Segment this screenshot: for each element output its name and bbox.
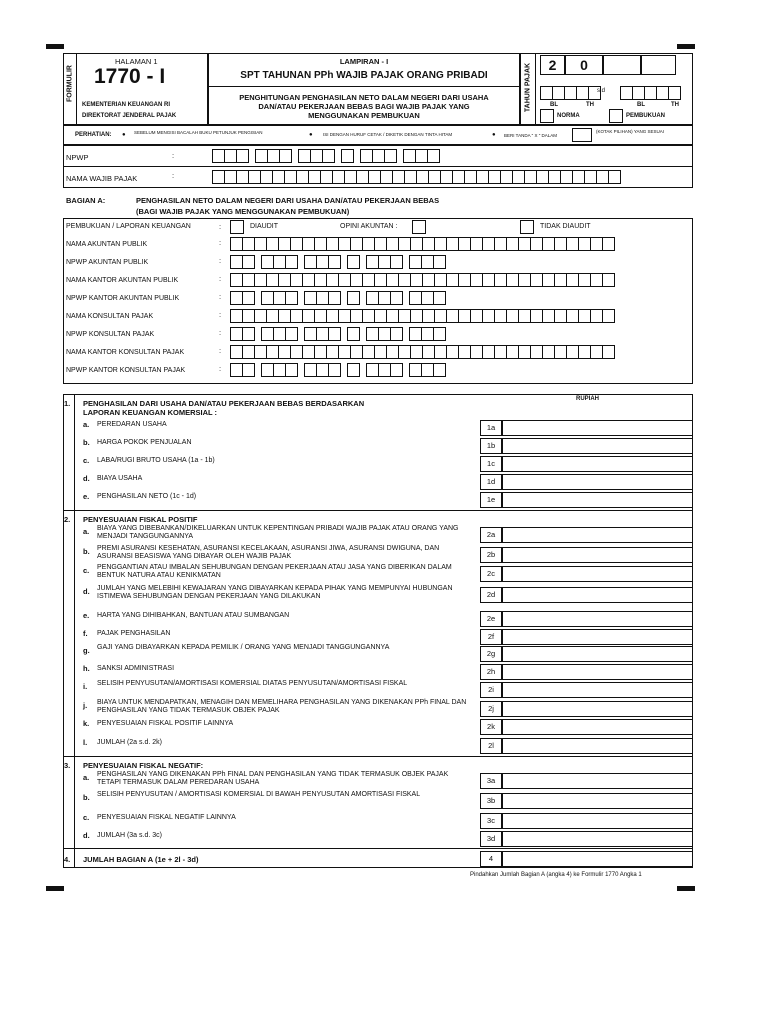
item-letter: c. — [83, 566, 90, 575]
item-letter: a. — [83, 527, 90, 536]
item-letter: b. — [83, 547, 90, 556]
code-2e: 2e — [480, 611, 502, 627]
tidak-diaudit-label: TIDAK DIAUDIT — [540, 223, 591, 230]
code-1b: 1b — [480, 438, 502, 454]
code-1e: 1e — [480, 492, 502, 508]
subtitle-line-1: PENGHITUNGAN PENGHASILAN NETO DALAM NEGERI DARI USAHA — [239, 93, 489, 102]
pembukuan-checkbox[interactable] — [609, 109, 623, 123]
audit-field-label: NAMA KANTOR KONSULTAN PAJAK — [66, 349, 185, 356]
formulir-label: FORMULIR — [66, 65, 74, 102]
item-letter: i. — [83, 682, 88, 691]
audit-field-label: NPWP KANTOR AKUNTAN PUBLIK — [66, 295, 180, 302]
item-text: PEREDARAN USAHA — [97, 421, 167, 428]
value-1d[interactable] — [502, 474, 693, 490]
registration-mark — [46, 44, 64, 49]
nama-wp-input[interactable] — [212, 170, 620, 184]
perhatian-note-4: (KOTAK PILIHAN) YANG SESUAI — [596, 129, 665, 134]
bullet-icon: ● — [122, 132, 126, 138]
s3-number: 3. — [64, 761, 71, 770]
item-letter: c. — [83, 456, 90, 465]
tahun-pajak-label: TAHUN PAJAK — [524, 62, 532, 113]
year-digit-3[interactable] — [603, 55, 641, 75]
value-2e[interactable] — [502, 611, 693, 627]
npwp-input[interactable] — [212, 149, 439, 163]
year-digit-1[interactable]: 2 — [540, 55, 565, 75]
item-letter: j. — [83, 701, 88, 710]
audit-colon: : — [219, 222, 222, 231]
nama-wp-label: NAMA WAJIB PAJAK — [66, 174, 138, 183]
audit-field-input[interactable] — [230, 309, 614, 323]
value-1b[interactable] — [502, 438, 693, 454]
code-1a: 1a — [480, 420, 502, 436]
item-text: HARTA YANG DIHIBAHKAN, BANTUAN ATAU SUMBANGAN — [97, 612, 290, 619]
audit-field-label: NAMA AKUNTAN PUBLIK — [66, 241, 148, 248]
bullet-icon: ● — [492, 132, 496, 138]
item-text: BIAYA UNTUK MENDAPATKAN, MENAGIH DAN MEMELIHARA PENGHASILAN YANG DIKENAKAN PPh FINAL DAN PENGHASILAN YANG TIDAK TERMASUK OBJEK PAJAK — [97, 699, 467, 714]
code-2g: 2g — [480, 646, 502, 662]
value-3b[interactable] — [502, 793, 693, 809]
value-2k[interactable] — [502, 719, 693, 735]
rupiah-label: RUPIAH — [576, 396, 600, 402]
period-start-boxes[interactable] — [540, 86, 600, 100]
registration-mark — [677, 886, 695, 891]
item-text: PREMI ASURANSI KESEHATAN, ASURANSI KECELAKAAN, ASURANSI JIWA, ASURANSI DWIGUNA, DAN ASURANSI BEASISWA YANG DIBAYAR OLEH WAJIB PAJAK — [97, 545, 440, 560]
ministry-label: KEMENTERIAN KEUANGAN RI — [82, 102, 171, 108]
code-2c: 2c — [480, 566, 502, 582]
item-text: LABA/RUGI BRUTO USAHA (1a - 1b) — [97, 457, 215, 464]
perhatian-label: PERHATIAN: — [75, 132, 112, 138]
perhatian-note-1: SEBELUM MENGISI BACALAH BUKU PETUNJUK PENGISIAN — [134, 130, 263, 135]
code-3c: 3c — [480, 813, 502, 829]
item-letter: a. — [83, 420, 90, 429]
example-checkbox — [572, 128, 592, 142]
item-letter: c. — [83, 813, 90, 822]
item-letter: d. — [83, 587, 90, 596]
footer-note: Pindahkan Jumlah Bagian A (angka 4) ke Formulir 1770 Angka 1 — [470, 872, 642, 878]
opini-checkbox[interactable] — [412, 220, 426, 234]
value-2f[interactable] — [502, 629, 693, 645]
item-letter: e. — [83, 611, 90, 620]
registration-mark — [677, 44, 695, 49]
value-3d[interactable] — [502, 831, 693, 847]
pembukuan-label: PEMBUKUAN / LAPORAN KEUANGAN — [66, 223, 191, 230]
audit-field-colon: : — [219, 328, 222, 337]
value-2l[interactable] — [502, 738, 693, 754]
halaman-label: HALAMAN 1 — [115, 57, 158, 66]
perhatian-note-2: ISI DENGAN HURUF CETAK / DIKETIK DENGAN TINTA HITAM — [323, 132, 453, 137]
npwp-label: NPWP — [66, 153, 89, 162]
norma-label: NORMA — [557, 113, 580, 119]
s2-number: 2. — [64, 515, 71, 524]
value-2b[interactable] — [502, 547, 693, 563]
code-3d: 3d — [480, 831, 502, 847]
item-text: HARGA POKOK PENJUALAN — [97, 439, 192, 446]
audit-field-colon: : — [219, 310, 222, 319]
item-letter: h. — [83, 664, 90, 673]
item-text: SELISIH PENYUSUTAN / AMORTISASI KOMERSIAL DI BAWAH PENYUSUTAN AMORTISASI FISKAL — [97, 791, 421, 798]
code-2i: 2i — [480, 682, 502, 698]
norma-checkbox[interactable] — [540, 109, 554, 123]
bl-label-2: BL — [637, 102, 645, 108]
s1-number: 1. — [64, 399, 71, 408]
value-1c[interactable] — [502, 456, 693, 472]
item-letter: l. — [83, 738, 88, 747]
item-text: PENGHASILAN YANG DIKENAKAN PPh FINAL DAN PENGHASILAN YANG TIDAK TERMASUK OBJEK PAJAK TETAPI TERMASUK DALAM PEREDARAN USAHA — [97, 771, 449, 786]
tidak-diaudit-checkbox[interactable] — [520, 220, 534, 234]
form-title: SPT TAHUNAN PPh WAJIB PAJAK ORANG PRIBADI — [240, 70, 488, 81]
year-digit-2[interactable]: 0 — [565, 55, 603, 75]
item-text: BIAYA YANG DIBEBANKAN/DIKELUARKAN UNTUK KEPENTINGAN PRIBADI WAJIB PAJAK ATAU ORANG YANG MENJADI TANGGUNGANNYA — [97, 525, 459, 540]
audit-field-label: NAMA KANTOR AKUNTAN PUBLIK — [66, 277, 179, 284]
item-letter: g. — [83, 646, 90, 655]
value-4[interactable] — [502, 851, 693, 867]
subtitle-line-2: DAN/ATAU PEKERJAAN BEBAS BAGI WAJIB PAJAK YANG — [258, 102, 470, 111]
lampiran-label: LAMPIRAN - I — [339, 57, 389, 66]
item-text: SANKSI ADMINISTRASI — [97, 665, 175, 672]
code-1d: 1d — [480, 474, 502, 490]
s1-title-2: LAPORAN KEUANGAN KOMERSIAL : — [83, 408, 218, 417]
audit-field-input[interactable] — [230, 345, 614, 359]
code-2h: 2h — [480, 664, 502, 680]
s3-title: PENYESUAIAN FISKAL NEGATIF: — [83, 761, 204, 770]
item-letter: d. — [83, 474, 90, 483]
item-text: PENGHASILAN NETO (1c - 1d) — [97, 493, 197, 500]
item-text: PENGGANTIAN ATAU IMBALAN SEHUBUNGAN DENGAN PEKERJAAN ATAU JASA YANG DIBERIKAN DALAM BENTUK NATURA ATAU KENIKMATAN — [97, 564, 452, 579]
audit-field-label: NAMA KONSULTAN PAJAK — [66, 313, 154, 320]
audit-field-input[interactable] — [230, 291, 445, 305]
audit-field-input[interactable] — [230, 363, 445, 377]
s4-title: JUMLAH BAGIAN A (1e + 2l - 3d) — [83, 855, 199, 864]
value-2i[interactable] — [502, 682, 693, 698]
year-digit-4[interactable] — [641, 55, 676, 75]
audit-field-colon: : — [219, 238, 222, 247]
opini-label: OPINI AKUNTAN : — [340, 223, 398, 230]
value-2d[interactable] — [502, 587, 693, 603]
code-2f: 2f — [480, 629, 502, 645]
s2-title: PENYESUAIAN FISKAL POSITIF — [83, 515, 198, 524]
value-3a[interactable] — [502, 773, 693, 789]
value-2g[interactable] — [502, 646, 693, 662]
code-4: 4 — [480, 851, 502, 867]
audit-field-input[interactable] — [230, 273, 614, 287]
item-text: BIAYA USAHA — [97, 475, 143, 482]
audit-field-colon: : — [219, 256, 222, 265]
bagian-a-label: BAGIAN A: — [66, 196, 106, 205]
perhatian-note-3: BERI TANDA " X " DALAM — [504, 133, 558, 138]
item-text: SELISIH PENYUSUTAN/AMORTISASI KOMERSIAL DIATAS PENYUSUTAN/AMORTISASI FISKAL — [97, 680, 408, 687]
value-2a[interactable] — [502, 527, 693, 543]
item-text: JUMLAH (2a s.d. 2k) — [97, 739, 162, 746]
bullet-icon: ● — [309, 132, 313, 138]
code-3b: 3b — [480, 793, 502, 809]
item-text: PENYESUAIAN FISKAL NEGATIF LAINNYA — [97, 814, 236, 821]
audit-field-label: NPWP KANTOR KONSULTAN PAJAK — [66, 367, 186, 374]
value-3c[interactable] — [502, 813, 693, 829]
audit-field-label: NPWP AKUNTAN PUBLIK — [66, 259, 149, 266]
npwp-colon: : — [172, 151, 175, 160]
th-label-2: TH — [671, 102, 679, 108]
code-2d: 2d — [480, 587, 502, 603]
diaudit-checkbox[interactable] — [230, 220, 244, 234]
value-2j[interactable] — [502, 701, 693, 717]
item-text: JUMLAH YANG MELEBIHI KEWAJARAN YANG DIBAYARKAN KEPADA PIHAK YANG MEMPUNYAI HUBUNGAN ISTIMEWA SEHUBUNGAN DENGAN PEKERJAAN YANG DILAKUKAN — [97, 585, 453, 600]
item-letter: b. — [83, 438, 90, 447]
value-1a[interactable] — [502, 420, 693, 436]
sd-label: s.d — [597, 88, 606, 94]
item-letter: k. — [83, 719, 90, 728]
code-2j: 2j — [480, 701, 502, 717]
item-letter: a. — [83, 773, 90, 782]
code-1c: 1c — [480, 456, 502, 472]
directorate-label: DIREKTORAT JENDERAL PAJAK — [82, 113, 177, 119]
code-2b: 2b — [480, 547, 502, 563]
bagian-a-title-2: (BAGI WAJIB PAJAK YANG MENGGUNAKAN PEMBUKUAN) — [136, 207, 350, 216]
item-letter: e. — [83, 492, 90, 501]
diaudit-label: DIAUDIT — [250, 223, 278, 230]
code-3a: 3a — [480, 773, 502, 789]
s4-number: 4. — [64, 855, 71, 864]
bagian-a-title-1: PENGHASILAN NETO DALAM NEGERI DARI USAHA DAN/ATAU PEKERJAAN BEBAS — [136, 196, 440, 205]
period-end-boxes[interactable] — [620, 86, 680, 100]
audit-field-input[interactable] — [230, 237, 614, 251]
item-text: JUMLAH (3a s.d. 3c) — [97, 832, 162, 839]
form-number: 1770 - I — [94, 65, 166, 88]
nama-wp-colon: : — [172, 171, 175, 180]
item-text: PAJAK PENGHASILAN — [97, 630, 171, 637]
audit-field-input[interactable] — [230, 327, 445, 341]
audit-field-label: NPWP KONSULTAN PAJAK — [66, 331, 155, 338]
value-2h[interactable] — [502, 664, 693, 680]
audit-field-colon: : — [219, 274, 222, 283]
item-letter: d. — [83, 831, 90, 840]
th-label-1: TH — [586, 102, 594, 108]
bl-label-1: BL — [550, 102, 558, 108]
item-letter: b. — [83, 793, 90, 802]
audit-field-input[interactable] — [230, 255, 445, 269]
pembukuan-label: PEMBUKUAN — [626, 113, 665, 119]
code-2l: 2l — [480, 738, 502, 754]
subtitle-line-3: MENGGUNAKAN PEMBUKUAN — [308, 111, 420, 120]
value-2c[interactable] — [502, 566, 693, 582]
item-letter: f. — [83, 629, 88, 638]
value-1e[interactable] — [502, 492, 693, 508]
item-text: PENYESUAIAN FISKAL POSITIF LAINNYA — [97, 720, 234, 727]
code-2k: 2k — [480, 719, 502, 735]
code-2a: 2a — [480, 527, 502, 543]
audit-field-colon: : — [219, 364, 222, 373]
audit-field-colon: : — [219, 346, 222, 355]
audit-field-colon: : — [219, 292, 222, 301]
registration-mark — [46, 886, 64, 891]
s1-title-1: PENGHASILAN DARI USAHA DAN/ATAU PEKERJAAN BEBAS BERDASARKAN — [83, 399, 365, 408]
item-text: GAJI YANG DIBAYARKAN KEPADA PEMILIK / ORANG YANG MENJADI TANGGUNGANNYA — [97, 644, 390, 651]
